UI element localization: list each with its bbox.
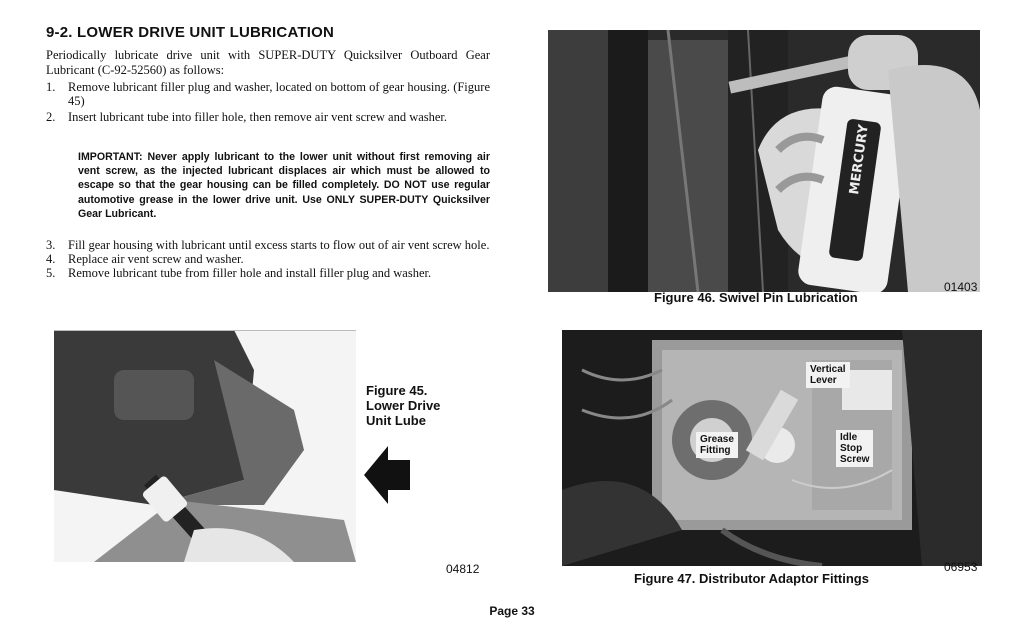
step-number: 5. [46,266,56,280]
figure-47-photo [562,330,982,566]
figure-46-photo [548,30,980,292]
page-number: Page 33 [489,604,535,618]
step-number: 3. [46,238,56,252]
step-3 [46,238,490,252]
figure-47-code: 06953 [944,560,978,574]
figure-47-caption: Figure 47. Distributor Adaptor Fittings [634,571,869,586]
steps-list-a [46,80,490,124]
distributor-illustration [562,330,982,566]
lower-drive-illustration [54,330,356,562]
step-text: Insert lubricant tube into filler hole, then remove air vent screw and washer. [68,110,448,124]
label-vertical-lever: Vertical Lever [806,362,850,388]
step-4 [46,252,490,266]
figure-45-code: 04812 [446,562,480,576]
section-heading: 9-2. LOWER DRIVE UNIT LUBRICATION [46,24,334,41]
label-grease-fitting: Grease Fitting [696,432,738,458]
figure-45-photo [54,330,356,562]
step-number: 4. [46,252,56,266]
important-note: IMPORTANT: Never apply lubricant to the lower unit without first removing air vent screw, as the injected lubricant displaces air which must be allowed to escape so that the gear housing can be filled completely. DO NOT use regular automotive grease in the lower drive unit. Use ONLY SUPER-DUTY Quicksilver Gear Lubricant. [78,151,490,220]
step-number: 1. [46,80,56,94]
step-text: Remove lubricant tube from filler hole and install filler plug and washer. [68,266,432,280]
swivel-pin-illustration [548,30,980,292]
step-text: Fill gear housing with lubricant until excess starts to flow out of air vent screw hole. [68,238,490,252]
figure-46-caption: Figure 46. Swivel Pin Lubrication [654,290,858,305]
arrow-left-icon [364,446,412,509]
figure-45-caption: Figure 45. Lower Drive Unit Lube [366,383,441,428]
label-idle-stop-screw: Idle Stop Screw [836,430,873,467]
step-text: Remove lubricant filler plug and washer, located on bottom of gear housing. (Figure 45) [68,80,490,108]
steps-list-b [46,238,490,280]
step-text: Replace air vent screw and washer. [68,252,244,266]
step-1 [46,80,490,108]
step-5 [46,266,490,280]
figure-46-code: 01403 [944,280,978,294]
step-2 [46,110,490,124]
mercury-logo: MERCURY [847,123,872,196]
step-number: 2. [46,110,56,124]
intro-paragraph: Periodically lubricate drive unit with SUPER-DUTY Quicksilver Outboard Gear Lubricant (C-92-52560) as follows: [46,48,490,77]
